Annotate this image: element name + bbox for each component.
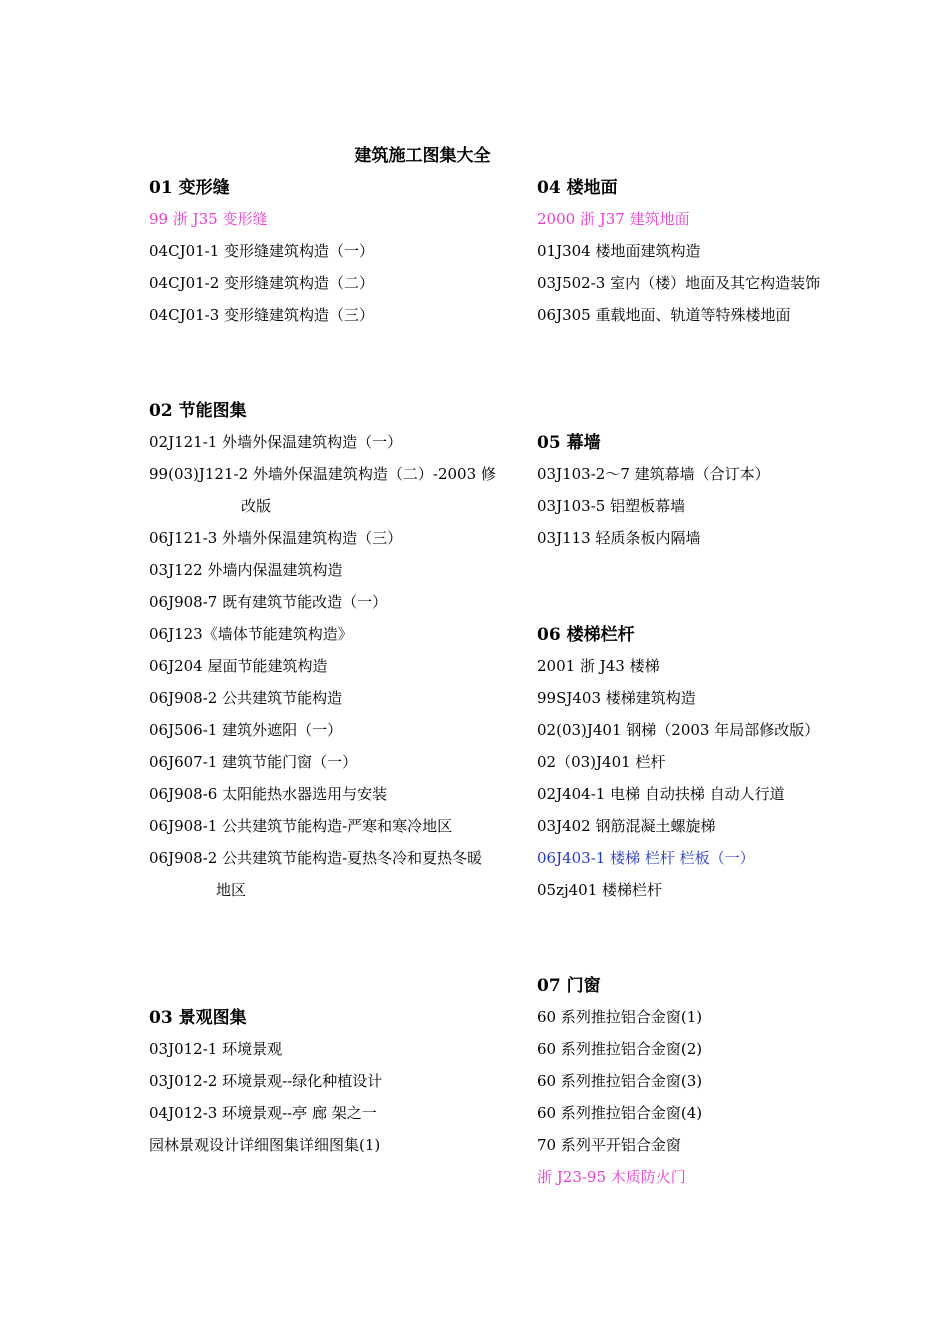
list-item: 05zj401 楼梯栏杆: [537, 881, 663, 899]
list-item: 04CJ01-3 变形缝建筑构造（三）: [149, 306, 375, 324]
list-item: 60 系列推拉铝合金窗(2): [537, 1040, 703, 1058]
list-item: 03J402 钢筋混凝土螺旋梯: [537, 817, 716, 835]
list-item: 06J305 重载地面、轨道等特殊楼地面: [537, 306, 791, 324]
list-item: 2001 浙 J43 楼梯: [537, 657, 660, 675]
section-05-curtain-wall: [537, 431, 770, 560]
section-heading: 04 楼地面: [537, 178, 618, 198]
section-heading: 05 幕墙: [537, 433, 601, 453]
section-heading: 02 节能图集: [149, 401, 247, 421]
section-06-stairs-railings: [537, 623, 819, 912]
list-item: 99 浙 J35 变形缝: [149, 210, 268, 228]
list-item: 03J113 轻质条板内隔墙: [537, 529, 701, 547]
list-item-continuation: 地区: [216, 881, 247, 899]
list-item: 06J403-1 楼梯 栏杆 栏板（一）: [537, 849, 755, 867]
list-item: 06J607-1 建筑节能门窗（一）: [149, 753, 358, 771]
list-item: 06J123《墙体节能建筑构造》: [149, 625, 353, 643]
section-heading: 07 门窗: [537, 976, 601, 996]
section-04-floor: [537, 176, 820, 337]
list-item: 60 系列推拉铝合金窗(1): [537, 1008, 703, 1026]
list-item: 02J121-1 外墙外保温建筑构造（一）: [149, 433, 403, 451]
list-item: 04CJ01-2 变形缝建筑构造（二）: [149, 274, 375, 292]
list-item: 03J103-5 铝塑板幕墙: [537, 497, 686, 515]
section-heading: 03 景观图集: [149, 1008, 247, 1028]
list-item: 60 系列推拉铝合金窗(3): [537, 1072, 703, 1090]
list-item: 02（03)J401 栏杆: [537, 753, 666, 771]
list-item: 2000 浙 J37 建筑地面: [537, 210, 690, 228]
section-03-landscape: [149, 1006, 382, 1167]
list-item: 06J121-3 外墙外保温建筑构造（三）: [149, 529, 403, 547]
page-title: 建筑施工图集大全: [354, 146, 491, 166]
list-item: 03J012-1 环境景观: [149, 1040, 283, 1058]
list-item: 06J506-1 建筑外遮阳（一）: [149, 721, 343, 739]
list-item: 02J404-1 电梯 自动扶梯 自动人行道: [537, 785, 785, 803]
section-07-doors-windows: [537, 974, 702, 1199]
list-item: 04J012-3 环境景观--亭 廊 架之一: [149, 1104, 377, 1122]
list-item: 03J502-3 室内（楼）地面及其它构造装饰: [537, 274, 821, 292]
section-heading: 01 变形缝: [149, 178, 230, 198]
list-item: 60 系列推拉铝合金窗(4): [537, 1104, 703, 1122]
list-item: 03J012-2 环境景观--绿化种植设计: [149, 1072, 383, 1090]
list-item: 06J908-6 太阳能热水器选用与安装: [149, 785, 388, 803]
section-01-deformation-joint: [149, 176, 374, 337]
list-item: 06J204 屋面节能建筑构造: [149, 657, 328, 675]
list-item: 浙 J23-95 木质防火门: [537, 1168, 686, 1186]
list-item: 06J908-1 公共建筑节能构造-严寒和寒冷地区: [149, 817, 453, 835]
list-item: 99(03)J121-2 外墙外保温建筑构造（二）-2003 修: [149, 465, 496, 483]
list-item: 06J908-7 既有建筑节能改造（一）: [149, 593, 388, 611]
list-item: 03J122 外墙内保温建筑构造: [149, 561, 343, 579]
list-item: 04CJ01-1 变形缝建筑构造（一）: [149, 242, 375, 260]
list-item: 02(03)J401 钢梯（2003 年局部修改版）: [537, 721, 820, 739]
section-02-energy-saving: [149, 399, 496, 912]
list-item: 99SJ403 楼梯建筑构造: [537, 689, 696, 707]
list-item: 园林景观设计详细图集详细图集(1): [149, 1136, 381, 1154]
section-heading: 06 楼梯栏杆: [537, 625, 635, 645]
list-item: 06J908-2 公共建筑节能构造-夏热冬冷和夏热冬暖: [149, 849, 483, 867]
list-item: 01J304 楼地面建筑构造: [537, 242, 701, 260]
list-item-continuation: 改版: [241, 497, 272, 515]
list-item: 70 系列平开铝合金窗: [537, 1136, 681, 1154]
list-item: 06J908-2 公共建筑节能构造: [149, 689, 343, 707]
list-item: 03J103-2～7 建筑幕墙（合订本）: [537, 465, 770, 483]
